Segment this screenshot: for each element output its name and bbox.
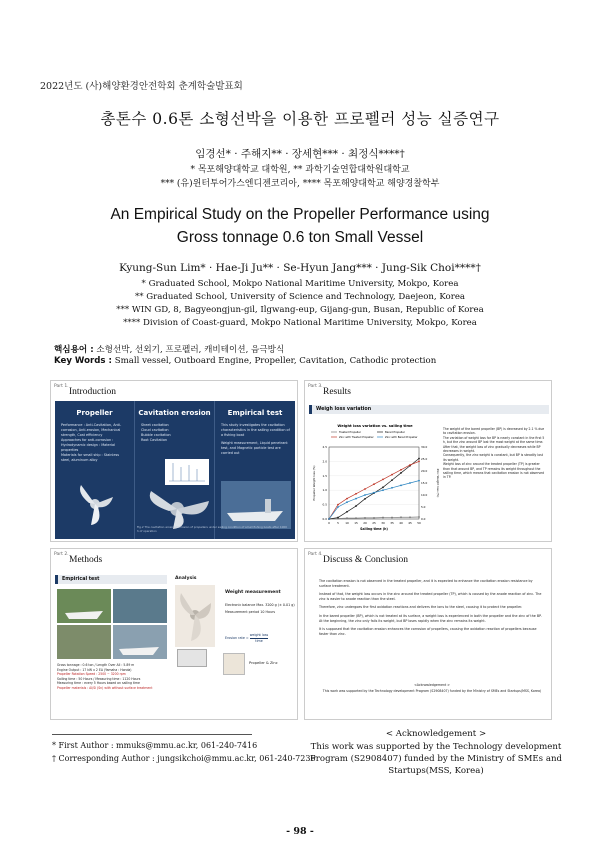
propeller-analysis-photo [175, 585, 215, 647]
data-point [328, 518, 330, 520]
paper-title-english-line2: Gross tonnage 0.6 ton Small Vessel [176, 229, 424, 246]
x-tick-label: 20 [363, 521, 367, 525]
y-tick-label: 1.5 [322, 473, 327, 478]
y2-tick-label: 0.0 [421, 517, 426, 521]
affiliation-english-1: * Graduated School, Mokpo National Maritime University, Mokpo, Korea [141, 279, 459, 289]
keywords-korean-value: 소형선박, 선외기, 프로펠러, 캐비테이션, 음극방식 [96, 345, 285, 355]
spec: Engine Output : 17 kW x 2 EA (Yamaha : Honda) [57, 667, 132, 672]
data-point [400, 472, 402, 474]
spec: Sailing time : 50 Hours / Measuring time : 1120 Hours [57, 676, 141, 681]
bullet: Weight measurement, Liquid penetrant test, and Magnetic particle test are carried out [221, 441, 288, 455]
legend-label: Treated Propeller [339, 431, 361, 434]
affiliation-korean-1: * 목포해양대학교 대학원, ** 과학기술연합대학원대학교 [190, 165, 410, 175]
y-tick-label: 2.5 [322, 445, 327, 449]
note: The variation of weight loss for BP is nearly constant in the first 5 h, but the zinc around BP lost the most weight at the same time. [443, 435, 545, 445]
x-tick-label: 35 [390, 521, 394, 525]
y2-tick-label: 10.0 [421, 493, 428, 497]
weight-measurement-list [225, 603, 295, 614]
data-point [409, 482, 411, 484]
y2-tick-label: 20.0 [421, 469, 428, 473]
poster-panel-introduction [50, 380, 298, 542]
data-point [382, 489, 384, 491]
footnote-first-author: * First Author : mmuks@mmu.ac.kr, 061-240-7416 [52, 741, 258, 750]
x-tick-label: 30 [381, 521, 385, 525]
data-point [355, 493, 357, 495]
legend-label: Bared Propeller [385, 431, 405, 434]
panel-tag: Part 2. [54, 552, 69, 557]
col-head: Propeller [76, 409, 113, 417]
keywords-korean [54, 343, 284, 355]
y-tick-label: 1.0 [322, 488, 327, 493]
y-tick-label: 0.0 [322, 517, 327, 521]
erosion-formula: Erosion rate = weight loss time [225, 633, 269, 643]
legend-label: Zinc with Bared Propeller [385, 436, 418, 439]
legend-label: Zinc with Treated Propeller [339, 436, 374, 439]
bullet: Bubble cavitation [141, 433, 171, 437]
results-bar-heading: Weigh loss variation [309, 405, 549, 414]
data-point [409, 516, 411, 518]
data-point [337, 517, 339, 519]
panel-tag: Part 3. [308, 384, 323, 389]
vessel-specs [57, 663, 175, 690]
paragraph: Therefore, zinc undergoes the first oxidation reactions and delivers the ions to the steel, causing it to protect the propeller. [319, 605, 523, 610]
data-point [391, 487, 393, 489]
data-point [337, 506, 339, 508]
boat-photo [221, 481, 291, 529]
balance-photo [177, 649, 207, 667]
affiliation-korean-2: *** (유)윈터투어가스엔디젠코리아, **** 목포해양대학교 해양경찰학부 [160, 179, 440, 189]
y2-tick-label: 5.0 [421, 505, 426, 509]
authors-english: Kyung-Sun Lim* · Hae-Ji Ju** · Se-Hyun Jang*** · Jung-Sik Choi****† [119, 262, 481, 274]
data-point [382, 479, 384, 481]
authors-korean: 임경선* · 주해지** · 장세현*** · 최정식****† [195, 148, 405, 160]
paragraph: Instead of that, the weight loss occurs in the zinc around the treated propeller (TP), which is caused by the anode reaction of zinc. The zinc is easier to anode reaction than the steel. [319, 592, 542, 601]
poster-panel-discussion [304, 548, 552, 720]
keywords-english-value: Small vessel, Outboard Engine, Propeller, Cavitation, Cathodic protection [114, 356, 437, 366]
intro-col-propeller [55, 401, 135, 539]
data-point [382, 517, 384, 519]
bullet: This study investigates the cavitation characteristics in the sailing condition of a fishing boat [221, 423, 290, 437]
y2-axis-label: Zinc Weight loss (%) [436, 468, 440, 498]
discussion-text [319, 579, 545, 636]
col-head: Empirical test [227, 409, 283, 417]
intro-caption: Fig.2 The cavitation erosion/corrosion of propellers under sailing condition of small fishing boats after 1000 h of operation [137, 525, 287, 533]
x-tick-label: 45 [408, 521, 412, 525]
panel-title: Results [323, 387, 351, 397]
paragraph: It is supposed that the cavitation erosion enhances the corrosion of propellers, causing the oxidation reaction of propellers because faster than zinc. [319, 627, 537, 636]
x-tick-label: 15 [354, 521, 358, 525]
methods-bar-heading: Empirical test [55, 575, 167, 584]
data-point [355, 505, 357, 507]
data-point [373, 517, 375, 519]
panel-title: Methods [69, 555, 103, 565]
formula-den: time [255, 638, 263, 643]
cavitation-diagram [165, 459, 209, 485]
results-notes [443, 427, 547, 480]
y2-tick-label: 15.0 [421, 481, 428, 485]
data-point [346, 501, 348, 503]
y-axis-label: Propeller Weight loss (%) [312, 465, 316, 501]
acknowledgement-text: This work was supported by the Technology development Program (S2908407) funded by the Ministry of SMEs and Startups(MSS, Korea) [310, 742, 562, 776]
data-point [400, 469, 402, 471]
poster-panel-methods [50, 548, 298, 720]
data-point [373, 483, 375, 485]
keywords-english-label: Key Words : [54, 356, 112, 366]
note: After that, the weight loss of zinc gradually decreases while BP decreases in weight. [443, 444, 541, 454]
data-point [391, 474, 393, 476]
panel-title: Discuss & Conclusion [323, 555, 408, 565]
propeller-zinc-label: Propeller & Zinc [249, 661, 278, 665]
small-ack-text: This work was supported by the Technology development Program (S2908407) funded by the Ministry of SMEs and Startups(MSS, Korea) [322, 689, 542, 693]
intro-col-empirical [215, 401, 295, 539]
conference-name: 2022년도 (사)해양환경안전학회 춘계학술발표회 [40, 81, 243, 92]
spec: Propeller materials : Al/Si (Sn) with without surface treatment [57, 685, 153, 690]
x-tick-label: 40 [399, 521, 403, 525]
data-point [400, 516, 402, 518]
chart-svg [311, 421, 439, 539]
data-point [391, 479, 393, 481]
data-point [364, 517, 366, 519]
keywords-korean-label: 핵심용어 : [54, 345, 94, 355]
series-line [329, 481, 419, 519]
spec: Gross tonnage : 0.6 ton / Length Over All : 5.89 m [57, 663, 135, 667]
x-tick-label: 0 [328, 521, 330, 525]
page-number: - 98 - [286, 826, 314, 837]
data-point [409, 464, 411, 466]
data-point [391, 517, 393, 519]
data-point [337, 504, 339, 506]
data-point [418, 516, 420, 518]
x-tick-label: 5 [337, 521, 339, 525]
affiliation-english-4: **** Division of Coast-guard, Mokpo National Maritime University, Mokpo, Korea [123, 318, 477, 328]
paragraph: The cavitation erosion is not observed in the treated propeller, and it is expected to enhance the cavitation erosion resistance by surface treatment. [319, 579, 533, 588]
data-point [418, 461, 420, 463]
y-tick-label: 2.0 [322, 459, 327, 464]
paragraph: In the bared propeller (BP), which is not treated at its surface, a weight loss is experienced in both the propeller and the zinc of the BP. At the beginning, the zinc only fails its weight, but BP loses rapidly when the zinc remains its weight. [319, 613, 542, 623]
panel-tag: Part 1. [54, 384, 69, 389]
wm-item: Electronic balance Max. 3200 g (± 0.01 g) [225, 603, 295, 607]
data-point [418, 458, 420, 460]
wm-item: Measurement period 10 Hours [225, 609, 276, 614]
data-point [364, 498, 366, 500]
x-axis-label: Sailing time (h) [360, 527, 388, 531]
spec: Measuring time : every 5 Hours based on sailing time [57, 681, 140, 685]
formula-label: Erosion rate [225, 636, 245, 641]
formula-num: weight loss [249, 633, 269, 637]
intro-dark-box [55, 401, 295, 539]
plot-frame [329, 447, 419, 519]
data-point [364, 494, 366, 496]
chart-title: Weight loss variation vs. sailing time [337, 424, 413, 428]
bullet: Root Cavitation [141, 438, 168, 442]
weight-loss-chart [311, 421, 439, 539]
x-tick-label: 10 [345, 521, 349, 525]
acknowledgement-title: < Acknowledgement > [385, 729, 487, 739]
data-point [346, 511, 348, 513]
y2-tick-label: 25.0 [421, 457, 428, 461]
small-ack-title: <Acknowledgement > [414, 683, 450, 687]
bullet: Materials for small ship : Stainless steel, aluminum alloy [61, 453, 119, 462]
analysis-label: Analysis [175, 576, 197, 581]
x-tick-label: 25 [372, 521, 376, 525]
bullet: Cloud cavitation [141, 428, 169, 432]
footnote-divider [52, 734, 252, 735]
data-point [373, 492, 375, 494]
weight-measurement-title: Weight measurement [225, 590, 281, 595]
data-point [346, 517, 348, 519]
note: Consequently, the zinc weight is constant, but BP is steadily lost its weight. [443, 453, 543, 462]
panel-title: Introduction [69, 387, 116, 397]
y-tick-label: 0.5 [322, 502, 327, 507]
data-point [364, 488, 366, 490]
col-head: Cavitation erosion [138, 409, 211, 417]
bullet: Approaches for anti-corrosion : Hydrodynamic design : Material properties [61, 438, 115, 452]
note: The weight of the bared propeller (BP) is decreased by 2.1 % due to cavitation erosion. [443, 427, 545, 436]
data-point [400, 485, 402, 487]
affiliation-english-2: ** Graduated School, University of Science and Technology, Daejeon, Korea [134, 292, 466, 302]
data-point [355, 517, 357, 519]
data-point [382, 486, 384, 488]
note: Weight loss of zinc around the treated propeller (TP) is greater than that around BP, and TP remains its weight throughout the sailing time, which means that cavitation erosion is not observed in TP. [443, 462, 545, 480]
data-point [355, 498, 357, 500]
spec: Propeller Rotation Speed : 2500 ~ 3200 rpm [57, 672, 126, 676]
panel-tag: Part 4. [308, 552, 323, 557]
data-point [346, 498, 348, 500]
bullet: Performance : Anti-Cavitation, Anti-corrosion, Anti-erosion, Mechanical strength, Cost efficiency [61, 423, 122, 437]
intro-col-cavitation [135, 401, 215, 539]
boat-test-photos [57, 589, 167, 659]
affiliation-english-3: *** WIN GD, 8, Bagyeongjun-gil, Ilgwang-eup, Gijang-gun, Busan, Republic of Korea [116, 305, 484, 315]
data-point [418, 480, 420, 482]
keywords-english [54, 356, 436, 366]
propeller-photo [73, 479, 117, 529]
poster-panel-results [304, 380, 552, 542]
paper-title-english-line1: An Empirical Study on the Propeller Performance using [110, 206, 490, 223]
propeller-zinc-photo [223, 653, 245, 675]
y2-tick-label: 30.0 [421, 445, 428, 449]
footnote-corresponding-author: † Corresponding Author : jungsikchoi@mmu.ac.kr, 061-240-7236 [52, 754, 316, 763]
paper-title-korean: 총톤수 0.6톤 소형선박을 이용한 프로펠러 성능 실증연구 [100, 110, 500, 128]
bullet: Sheet cavitation [141, 423, 169, 427]
x-tick-label: 50 [417, 521, 421, 525]
